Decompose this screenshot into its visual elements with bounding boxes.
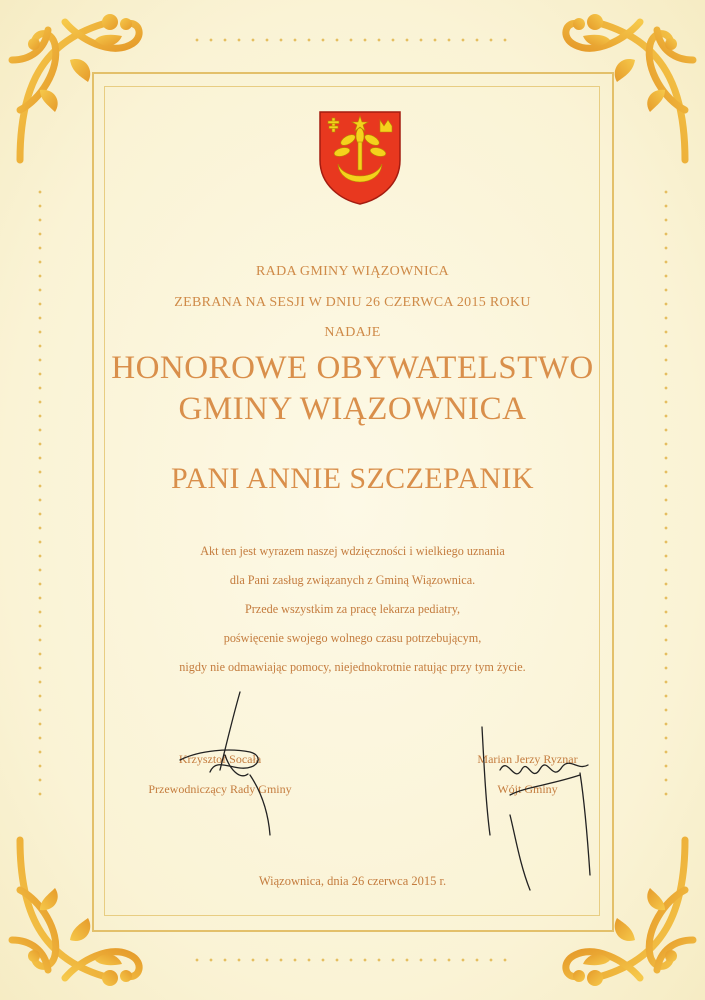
title-line-2: GMINY WIĄZOWNICA [178, 391, 527, 427]
signatory-right-role: Wójt Gminy [497, 782, 558, 796]
signature-left-icon [170, 690, 290, 840]
corner-ornament-icon [535, 0, 705, 170]
signatory-left-role: Przewodniczący Rady Gminy [148, 782, 292, 796]
signatory-right-name: Marian Jerzy Ryznar [477, 752, 578, 766]
signatory-left-name: Krzysztof Socała [178, 752, 262, 766]
session-line: ZEBRANA NA SESJI W DNIU 26 CZERWCA 2015 ROKU [174, 295, 531, 310]
grants-line: NADAJE [324, 325, 381, 340]
body-line: poświęcenie swojego wolnego czasu potrzebującym, [223, 631, 482, 645]
dotted-border-bottom [190, 958, 515, 962]
body-line: Przede wszystkim za pracę lekarza pediatry, [244, 602, 461, 616]
body-line: dla Pani zasług związanych z Gminą Wiązownica. [229, 573, 476, 587]
recipient-name: PANI ANNIE SZCZEPANIK [171, 462, 534, 495]
council-name: RADA GMINY WIĄZOWNICA [256, 264, 449, 279]
body-line: Akt ten jest wyrazem naszej wdzięczności i wielkiego uznania [200, 544, 505, 558]
corner-ornament-icon [0, 0, 170, 170]
coat-of-arms-icon [318, 110, 402, 206]
body-line: nigdy nie odmawiając pomocy, niejednokrotnie ratując przy tym życie. [179, 660, 526, 674]
corner-ornament-icon [0, 830, 170, 1000]
title-line-1: HONOROWE OBYWATELSTWO [111, 350, 594, 386]
dotted-border-top [190, 38, 515, 42]
place-and-date: Wiązownica, dnia 26 czerwca 2015 r. [258, 874, 447, 888]
